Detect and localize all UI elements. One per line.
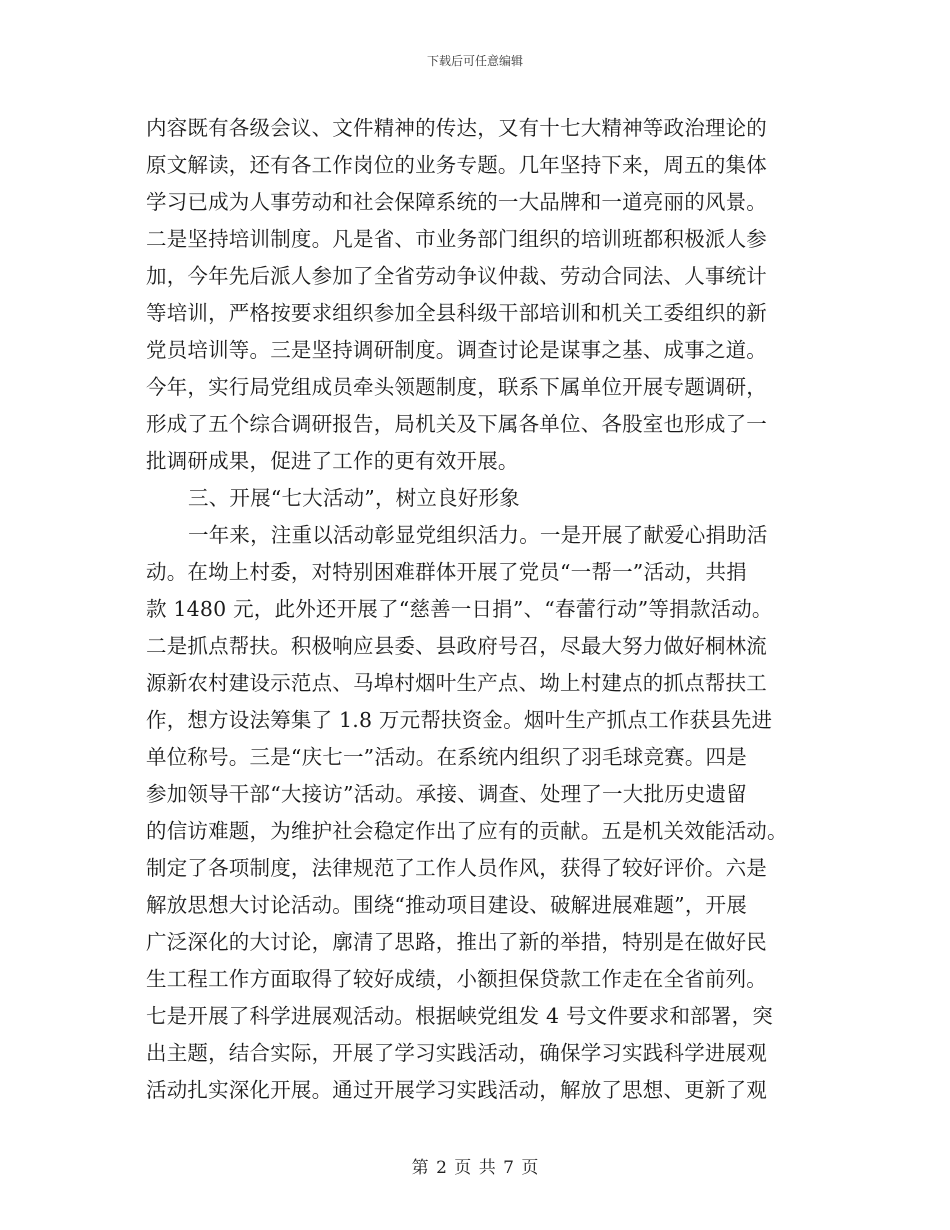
body-line: 二是坚持培训制度。凡是省、市业务部门组织的培训班都积极派人参 xyxy=(146,227,767,251)
body-line: 参加领导干部“大接访”活动。承接、调查、处理了一大批历史遗留 xyxy=(146,782,747,806)
body-line: 活动扎实深化开展。通过开展学习实践活动，解放了思想、更新了观 xyxy=(146,1078,767,1102)
body-line: 源新农村建设示范点、马埠村烟叶生产点、坳上村建点的抓点帮扶工 xyxy=(146,671,767,695)
page-header-note: 下载后可任意编辑 xyxy=(426,54,523,68)
body-line: 动。在坳上村委，对特别困难群体开展了党员“一帮一”活动，共捐 xyxy=(146,560,747,584)
body-line: 形成了五个综合调研报告，局机关及下属各单位、各股室也形成了一 xyxy=(146,412,767,436)
body-line: 解放思想大讨论活动。围绕“推动项目建设、破解进展难题”，开展 xyxy=(146,893,747,917)
body-line: 一年来，注重以活动彰显党组织活力。一是开展了献爱心捐助活 xyxy=(188,523,768,547)
body-line: 生工程工作方面取得了较好成绩，小额担保贷款工作走在全省前列。 xyxy=(146,967,767,991)
body-line: 等培训，严格按要求组织参加全县科级干部培训和机关工委组织的新 xyxy=(146,301,767,325)
page-number-footer: 第 2 页 共 7 页 xyxy=(411,1158,539,1178)
body-line: 七是开展了科学进展观活动。根据峡党组发 4 号文件要求和部署，突 xyxy=(146,1004,773,1028)
body-line: 原文解读，还有各工作岗位的业务专题。几年坚持下来，周五的集体 xyxy=(146,153,767,177)
body-line: 内容既有各级会议、文件精神的传达，又有十七大精神等政治理论的 xyxy=(146,116,767,140)
body-line: 党员培训等。三是坚持调研制度。调查讨论是谋事之基、成事之道。 xyxy=(146,338,767,362)
body-line: 批调研成果，促进了工作的更有效开展。 xyxy=(146,449,519,473)
section-heading: 三、开展“七大活动”，树立良好形象 xyxy=(188,486,520,510)
body-line: 单位称号。三是“庆七一”活动。在系统内组织了羽毛球竞赛。四是 xyxy=(146,745,747,769)
body-line: 加，今年先后派人参加了全省劳动争议仲裁、劳动合同法、人事统计 xyxy=(146,264,767,288)
body-line: 今年，实行局党组成员牵头领题制度，联系下属单位开展专题调研， xyxy=(146,375,767,399)
body-line: 学习已成为人事劳动和社会保障系统的一大品牌和一道亮丽的风景。 xyxy=(146,190,767,214)
body-line: 二是抓点帮扶。积极响应县委、县政府号召，尽最大努力做好桐林流 xyxy=(146,634,767,658)
body-line: 出主题，结合实际，开展了学习实践活动，确保学习实践科学进展观 xyxy=(146,1041,767,1065)
body-line: 款 1480 元，此外还开展了“慈善一日捐”、“春蕾行动”等捐款活动。 xyxy=(146,597,773,621)
document-body xyxy=(146,110,806,1109)
body-line: 广泛深化的大讨论，廓清了思路，推出了新的举措，特别是在做好民 xyxy=(146,930,767,954)
body-line: 的信访难题，为维护社会稳定作出了应有的贡献。五是机关效能活动。 xyxy=(146,819,788,843)
body-line: 作，想方设法筹集了 1.8 万元帮扶资金。烟叶生产抓点工作获县先进 xyxy=(146,708,773,732)
body-line: 制定了各项制度，法律规范了工作人员作风，获得了较好评价。六是 xyxy=(146,856,767,880)
